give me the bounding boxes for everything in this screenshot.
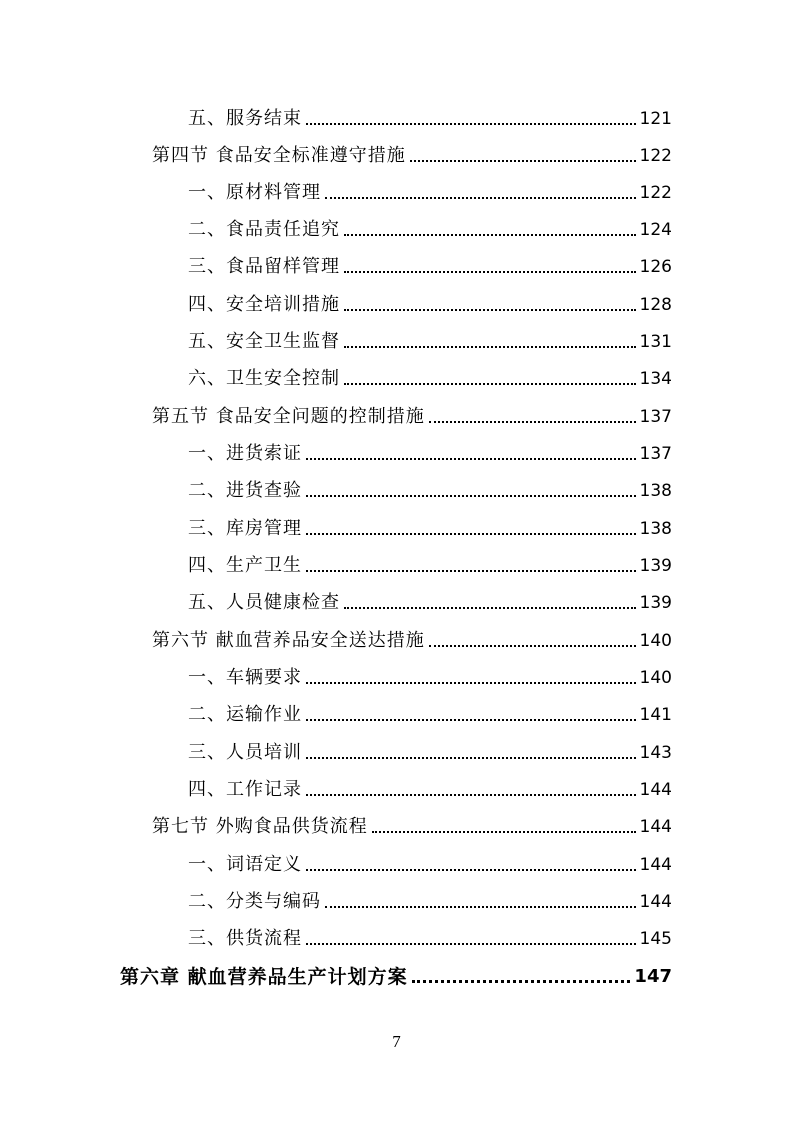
toc-entry-page: 140 [639,631,672,651]
toc-entry-label: 第六章 献血营养品生产计划方案 [120,966,408,988]
toc-entry[interactable] [188,659,672,689]
dot-leader [344,607,636,609]
toc-entry-page: 124 [639,220,672,240]
toc-entry-page: 144 [639,855,672,875]
toc-entry[interactable] [188,510,672,540]
toc-entry[interactable] [152,137,672,167]
toc-entry-page: 144 [639,892,672,912]
toc-entry[interactable] [188,846,672,876]
toc-entry[interactable] [188,360,672,390]
dot-leader [344,234,636,236]
dot-leader [306,794,636,796]
toc-entry-page: 139 [639,593,672,613]
dot-leader [372,831,636,833]
toc-entry-label: 三、供货流程 [188,928,302,949]
dot-leader [429,421,636,423]
dot-leader [325,906,636,908]
dot-leader [306,943,636,945]
toc-entry[interactable] [152,398,672,428]
toc-entry[interactable] [152,808,672,838]
dot-leader [306,458,636,460]
toc-entry[interactable] [188,920,672,950]
toc-entry-page: 138 [639,481,672,501]
toc-entry[interactable] [188,435,672,465]
toc-entry-page: 147 [634,966,672,987]
toc-entry-label: 第五节 食品安全问题的控制措施 [152,406,425,427]
dot-leader [306,869,636,871]
toc-entry[interactable] [188,696,672,726]
toc-entry[interactable] [188,286,672,316]
dot-leader [429,645,636,647]
toc-entry-label: 四、生产卫生 [188,555,302,576]
toc-entry-page: 122 [639,146,672,166]
toc-entry[interactable] [188,584,672,614]
dot-leader [344,271,636,273]
toc-entry-label: 五、安全卫生监督 [188,331,340,352]
toc-entry-label: 四、工作记录 [188,779,302,800]
dot-leader [306,719,636,721]
dot-leader [344,383,636,385]
toc-entry-label: 一、原材料管理 [188,182,321,203]
toc-entry[interactable] [188,734,672,764]
toc-entry-label: 五、服务结束 [188,108,302,129]
toc-entry[interactable] [152,622,672,652]
dot-leader [412,980,631,983]
toc-entry-page: 140 [639,668,672,688]
toc-entry[interactable] [188,174,672,204]
dot-leader [306,757,636,759]
toc-entry-label: 第六节 献血营养品安全送达措施 [152,630,425,651]
toc-entry-page: 144 [639,817,672,837]
toc-entry-label: 二、进货查验 [188,480,302,501]
toc-entry-page: 121 [639,109,672,129]
toc-entry-page: 131 [639,332,672,352]
toc-entry-label: 三、食品留样管理 [188,256,340,277]
dot-leader [306,123,636,125]
dot-leader [306,570,636,572]
toc-entry-label: 四、安全培训措施 [188,294,340,315]
toc-entry-page: 145 [639,929,672,949]
dot-leader [344,346,636,348]
toc-entry-page: 138 [639,519,672,539]
toc-entry-page: 139 [639,556,672,576]
toc-entry-label: 第四节 食品安全标准遵守措施 [152,145,406,166]
dot-leader [410,160,636,162]
toc-entry-page: 144 [639,780,672,800]
toc-entry[interactable] [188,100,672,130]
toc-entry[interactable] [188,547,672,577]
toc-entry-page: 128 [639,295,672,315]
toc-entry-page: 122 [639,183,672,203]
toc-entry[interactable] [188,472,672,502]
toc-entry-label: 二、分类与编码 [188,891,321,912]
dot-leader [306,495,636,497]
toc-entry-label: 三、库房管理 [188,518,302,539]
toc-entry[interactable] [188,211,672,241]
toc-entry-label: 一、进货索证 [188,443,302,464]
toc-entry-label: 第七节 外购食品供货流程 [152,816,368,837]
toc-entry[interactable] [188,883,672,913]
toc-entry-page: 143 [639,743,672,763]
toc-entry-page: 137 [639,444,672,464]
toc-entry[interactable] [188,771,672,801]
toc-entry-page: 137 [639,407,672,427]
dot-leader [306,533,636,535]
toc-entry-label: 二、食品责任追究 [188,219,340,240]
toc-entry-label: 二、运输作业 [188,704,302,725]
toc-entry-label: 一、词语定义 [188,854,302,875]
toc-entry-label: 六、卫生安全控制 [188,368,340,389]
toc-entry-label: 一、车辆要求 [188,667,302,688]
toc-entry-label: 三、人员培训 [188,742,302,763]
toc-entry-page: 134 [639,369,672,389]
page-number: 7 [392,1032,401,1051]
toc-entry[interactable] [188,248,672,278]
dot-leader [306,682,636,684]
toc-entry[interactable] [188,323,672,353]
toc-entry-page: 126 [639,257,672,277]
dot-leader [325,197,636,199]
dot-leader [344,309,636,311]
toc-entry-page: 141 [639,705,672,725]
toc-entry-label: 五、人员健康检查 [188,592,340,613]
toc-entry-chapter[interactable] [120,958,672,988]
